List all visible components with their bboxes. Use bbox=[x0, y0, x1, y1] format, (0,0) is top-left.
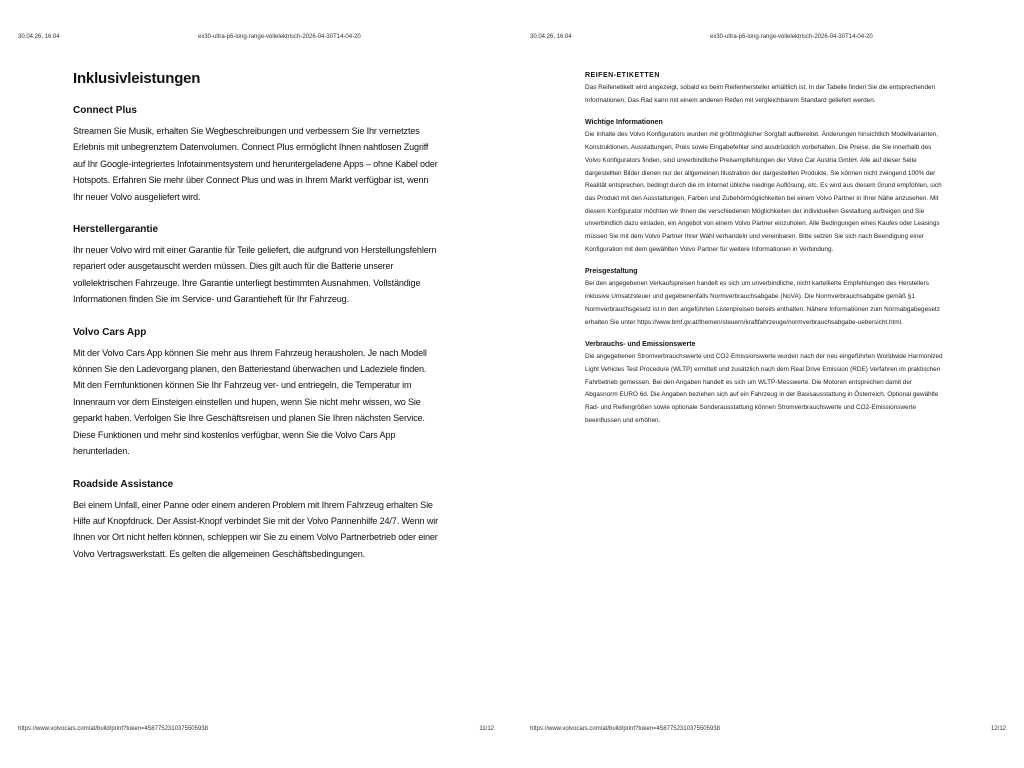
page-number: 12/12 bbox=[990, 726, 1006, 732]
legal-information bbox=[585, 72, 945, 439]
print-document-name: ex30-ultra-p6-long-range-vollelektrisch-2026-04-30T14-04-20 bbox=[198, 34, 361, 40]
section-preisgestaltung bbox=[585, 268, 945, 329]
print-document-name: ex30-ultra-p6-long-range-vollelektrisch-2026-04-30T14-04-20 bbox=[710, 34, 873, 40]
print-date: 30.04.26, 16:04 bbox=[18, 34, 60, 40]
section-body: Bei einem Unfall, einer Panne oder einem anderen Problem mit Ihrem Fahrzeug erhalten Sie Hilfe auf Knopfdruck. Der Assist-Knopf verbindet Sie mit der Volvo Pannenhilfe 24/7. Wenn wir Ihnen vor Ort nicht helfen können, schleppen wir Sie zu einem Volvo Partnerbetrieb oder einer Volvo Vertragswerkstatt. Es gelten die allgemeinen Geschäftsbedingungen. bbox=[73, 499, 438, 559]
section-verbrauchs-emissionswerte bbox=[585, 341, 945, 427]
section-heading: Connect Plus bbox=[73, 105, 137, 116]
section-body: Bei den angegebenen Verkaufspreisen handelt es sich um unverbindliche, nicht kartellierte Empfehlungen des Herstellers inklusive Umsatzsteuer und gegebenenfalls Normverbrauchsabgabe (NoVA). Die Normverbrauchsabgabe gemäß §1 Normverbrauchsgesetz ist in den angeführten Listenpreisen bereits enthalten. Nähere Informationen zum Normabgabegesetz erhalten Sie unter https://www.bmf.gv.at/themen/steuern/kraftfahrzeuge/normverbrauchsabgabe-uebersicht.html. bbox=[585, 280, 940, 326]
right-page bbox=[512, 0, 1024, 768]
section-body: Mit der Volvo Cars App können Sie mehr aus Ihrem Fahrzeug herausholen. Je nach Modell können Sie den Ladevorgang planen, den Batteriestand überwachen und Ladeziele finden. Mit den Fernfunktionen können Sie Ihr Fahrzeug ver- und entriegeln, die Temperatur im Innenraum vor dem Einsteigen einstellen und hupen, wenn Sie nicht mehr wissen, wo Sie geparkt haben. Verfolgen Sie Ihre Geschäftsreisen und planen Sie Ihren nächsten Service. Diese Funktionen und mehr sind kostenlos verfügbar, wenn Sie die Volvo Cars App herunterladen. bbox=[73, 347, 427, 457]
section-body: Das Reifenetikett wird angezeigt, sobald es beim Reifenhersteller erhältlich ist. In der Tabelle finden Sie die entsprechenden Informationen. Das Rad kann mit einem anderen Reifen mit vergleichbarem Standard geliefert werden. bbox=[585, 84, 936, 104]
section-heading: Verbrauchs- und Emissionswerte bbox=[585, 341, 696, 349]
section-wichtige-informationen bbox=[585, 119, 945, 256]
page-title: Inklusivleistungen bbox=[73, 70, 201, 87]
section-connect-plus bbox=[73, 105, 439, 205]
section-herstellergarantie bbox=[73, 224, 439, 308]
print-date: 30.04.26, 16:04 bbox=[530, 34, 572, 40]
section-heading: REIFEN-ETIKETTEN bbox=[585, 72, 660, 79]
print-url: https://www.volvocars.com/at/build/print?token=4587752310375505938 bbox=[18, 726, 208, 732]
print-url: https://www.volvocars.com/at/build/print?token=4587752310375505938 bbox=[530, 726, 720, 732]
section-heading: Preisgestaltung bbox=[585, 268, 638, 276]
section-heading: Volvo Cars App bbox=[73, 326, 147, 338]
section-heading: Herstellergarantie bbox=[73, 224, 159, 236]
page-number: 11/12 bbox=[479, 726, 494, 732]
section-roadside-assistance bbox=[73, 479, 439, 563]
section-heading: Roadside Assistance bbox=[73, 478, 174, 490]
section-body: Die Inhalte des Volvo Konfigurators wurden mit größtmöglicher Sorgfalt aufbereitet. Änderungen hinsichtlich Modellvarianten, Konstruktionen, Ausstattungen, Preis sowie Eingabefehler sind ausdrücklich vorbehalten. Die Preise, die Sie innerhalb des Volvo Konfigurators finden, sind unverbindliche Preisempfehlungen der Volvo Car Austria GmbH. Alle auf dieser Seite dargestellten Bilder dienen nur der allgemeinen Illustration der dargestellten Produkte. Sie können nicht zwingend 100% der Realität entsprechen, bedingt durch die im Internet übliche niedrige Auflösung, etc. Es wird aus diesem Grund empfohlen, sich das Produkt mit den Ausstattungen, Farben und Zubehörmöglichkeiten bei einem Volvo Partner in Ihrer Nähe anzusehen. Mit diesem Konfigurator möchten wir Ihnen die verschiedenen Möglichkeiten der individuellen Gestaltung aufzeigen und Sie unverbindlich dazu einladen, ein Angebot von einem Volvo Partner einzuholen. Alle Bedingungen eines Kaufes oder Leasings müssen Sie mit dem Volvo Partner Ihrer Wahl verhandeln und vereinbaren. Bitte setzen Sie sich nach Beendigung einer Konfiguration mit dem gewählten Volvo Partner für weitere Informationen in Verbindung. bbox=[585, 131, 942, 253]
inclusive-services bbox=[73, 70, 439, 581]
section-heading: Wichtige Informationen bbox=[585, 119, 663, 127]
section-reifen-etiketten bbox=[585, 72, 945, 107]
section-body: Ihr neuer Volvo wird mit einer Garantie für Teile geliefert, die aufgrund von Herstellungsfehlern repariert oder ausgetauscht werden müssen. Dies gilt auch für die Batterie unserer vollelektrischen Fahrzeuge. Ihre Garantie unterliegt bestimmten Ausnahmen. Vollständige Informationen finden Sie im Service- und Garantieheft für Ihr Fahrzeug. bbox=[73, 245, 437, 305]
section-volvo-cars-app bbox=[73, 327, 439, 460]
section-body: Streamen Sie Musik, erhalten Sie Wegbeschreibungen und verbessern Sie Ihr vernetztes Erlebnis mit unbegrenztem Datenvolumen. Connect Plus ermöglicht Ihnen nahtlosen Zugriff auf Ihr Google-integriertes Infotainmentsystem und heruntergeladene Apps – ohne Kabel oder Hotspots. Erfahren Sie mehr über Connect Plus und was in Ihrem Markt verfügbar ist, wenn Ihr neuer Volvo ausgeliefert wird. bbox=[73, 126, 438, 202]
section-body: Die angegebenen Stromverbrauchswerte und CO2-Emissionswerte wurden nach der neu eingeführten Worldwide Harmonized Light Vehicles Test Procedure (WLTP) ermittelt und zusätzlich nach dem Real Drive Emission (RDE) Verfahren im praktischen Fahrbetrieb gemessen. Bei den Angaben handelt es sich um WLTP-Messwerte. Die Motoren entsprechen damit der Abgasnorm EURO 6d. Die Angaben beziehen sich auf ein Fahrzeug in der Basisausstattung in Österreich. Optional gewählte Rad- und Reifengrößen sowie optionale Sonderausstattung können Stromverbrauchswerte und CO2-Emissionswerte beeinflussen und erhöhen. bbox=[585, 353, 943, 424]
